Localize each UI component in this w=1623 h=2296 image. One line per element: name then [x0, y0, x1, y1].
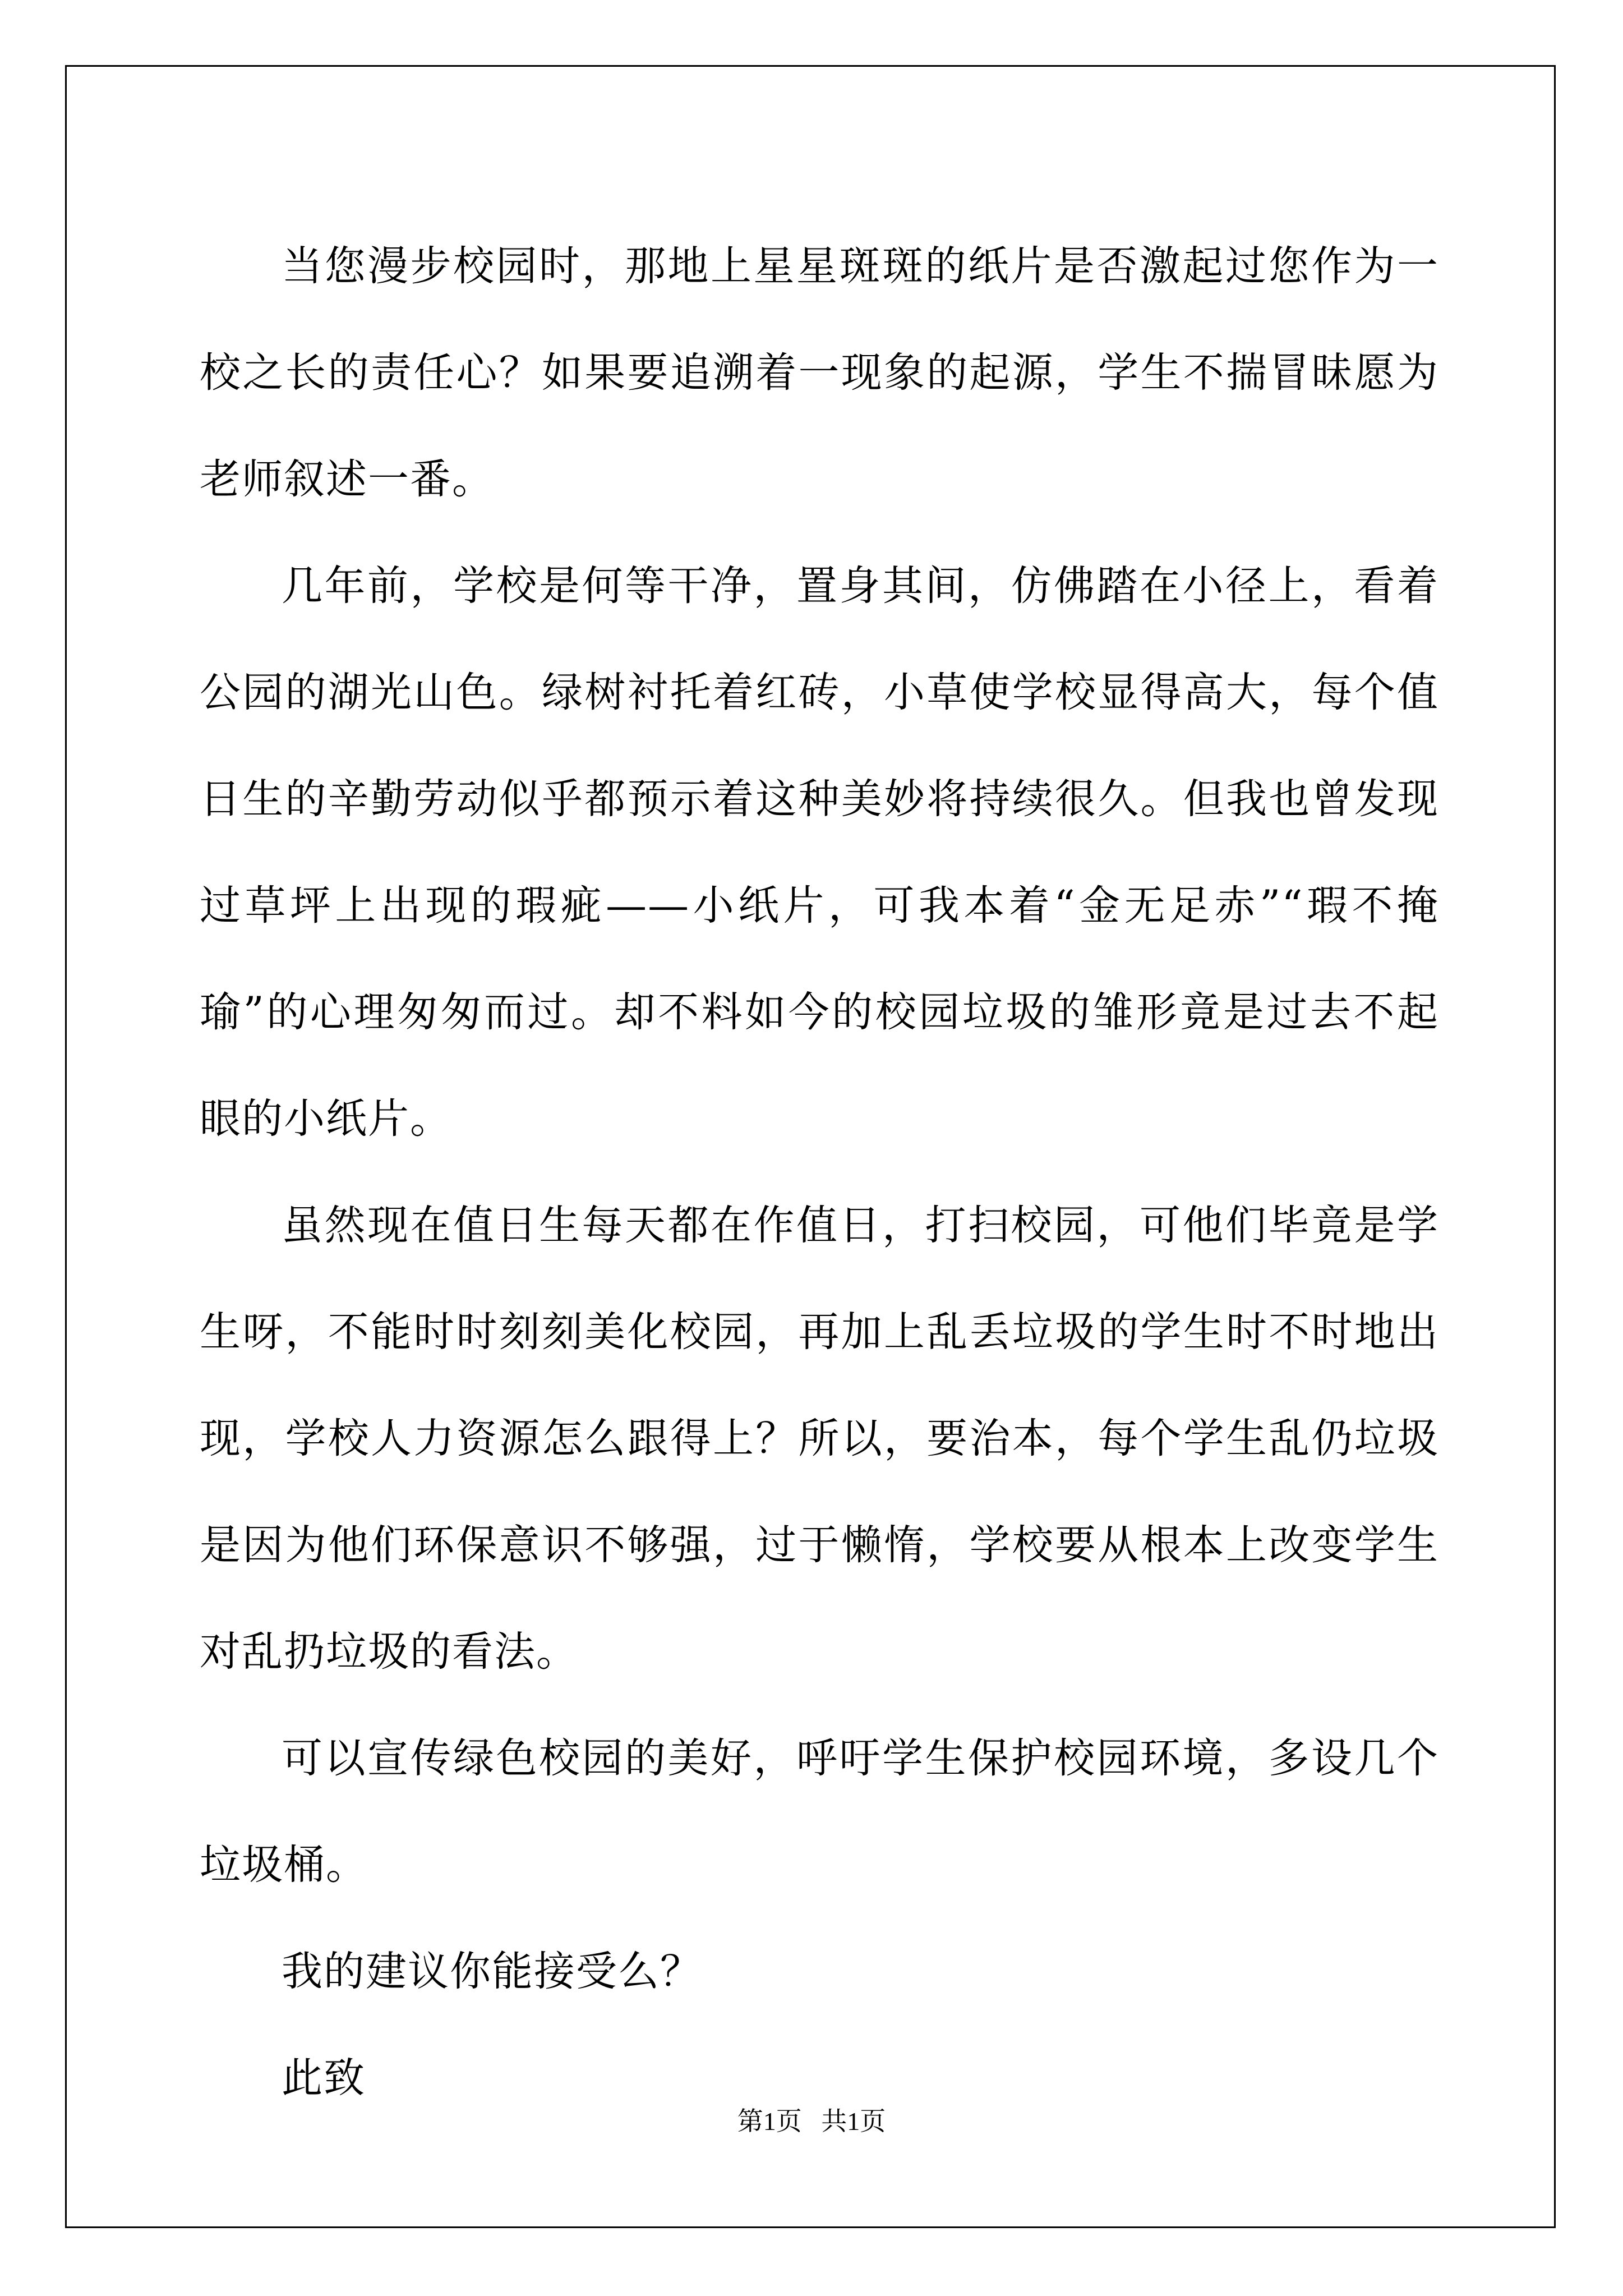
paragraph: 虽然现在值日生每天都在作值日，打扫校园，可他们毕竟是学生呀，不能时时刻刻美化校园，再加上乱丢垃圾的学生时不时地出现，学校人力资源怎么跟得上？所以，要治本，每个学生乱仍垃圾是因为他们环保意识不够强，过于懒惰，学校要从根本上改变学生对乱扔垃圾的看法。	[200, 1202, 1439, 1676]
paragraph: 当您漫步校园时，那地上星星斑斑的纸片是否激起过您作为一校之长的责任心？如果要追溯着一现象的起源，学生不揣冒昧愿为老师叙述一番。	[200, 242, 1439, 503]
document-body	[200, 213, 1439, 2132]
paragraph: 此致	[282, 2054, 366, 2102]
paragraph: 我的建议你能接受么？	[282, 1948, 702, 1995]
page-footer: 第1页 共1页	[737, 2107, 886, 2136]
paragraph: 几年前，学校是何等干净，置身其间，仿佛踏在小径上，看着公园的湖光山色。绿树衬托着红砖，小草使学校显得高大，每个值日生的辛勤劳动似乎都预示着这种美妙将持续很久。但我也曾发现过草坪上出现的瑕疵——小纸片，可我本着“金无足赤”“瑕不掩瑜”的心理匆匆而过。却不料如今的校园垃圾的雏形竟是过去不起眼的小纸片。	[200, 562, 1439, 1143]
paragraph: 可以宣传绿色校园的美好，呼吁学生保护校园环境，多设几个垃圾桶。	[200, 1734, 1439, 1889]
